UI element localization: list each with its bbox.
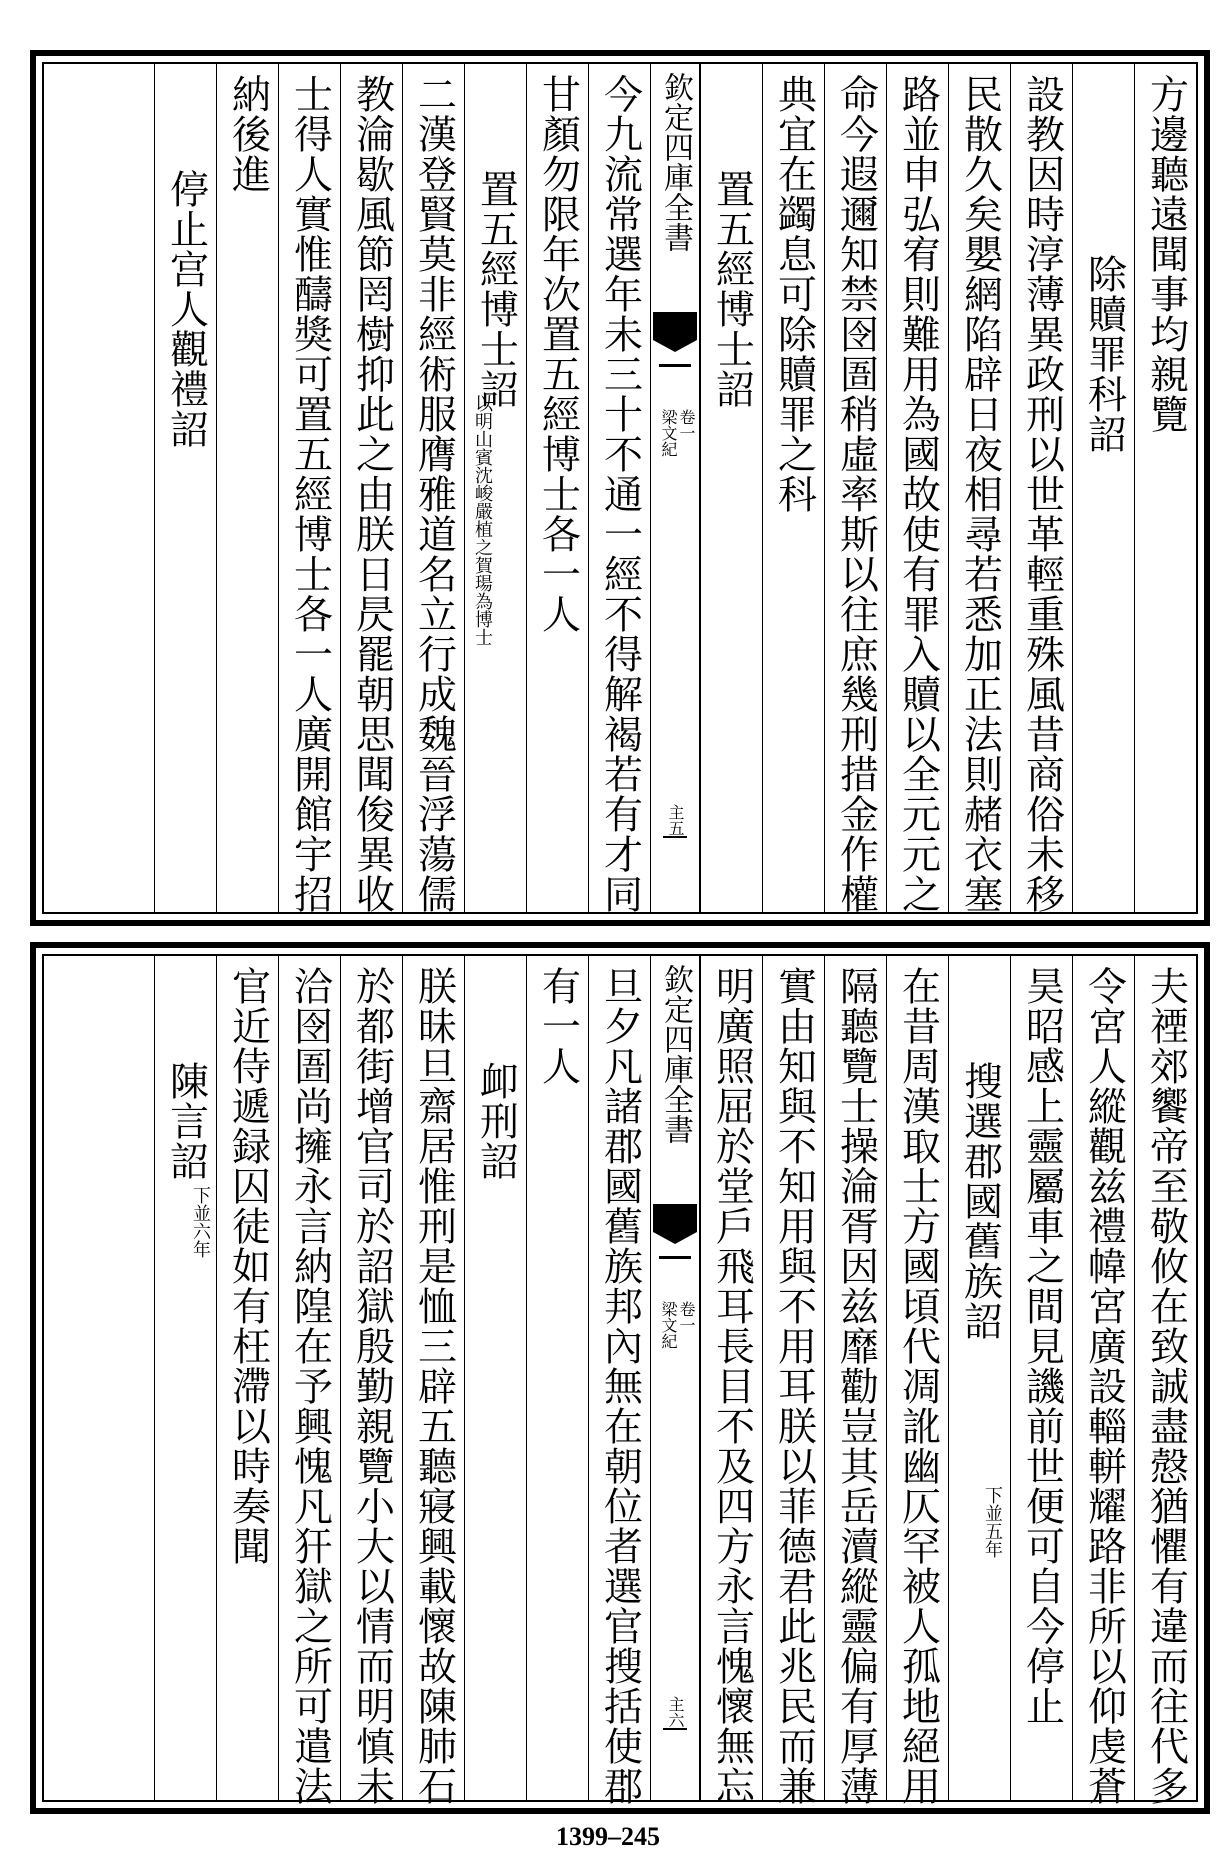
column-text: 納後進 xyxy=(225,74,271,194)
column-text: 設教因時淳薄異政刑以世革輕重殊風昔商俗未移 xyxy=(1019,74,1065,914)
edict-title: 搜選郡國舊族詔 xyxy=(957,1061,1003,1341)
text-column xyxy=(216,956,278,1800)
text-column xyxy=(1134,956,1196,1806)
text-column xyxy=(154,64,216,912)
edict-title: 陳言詔 xyxy=(163,1061,209,1181)
column-text: 命今遐邇知禁囹圄稍虛率斯以往庶幾刑措金作權 xyxy=(833,74,879,914)
column-text: 夫禋郊饗帝至敬攸在致誠盡慤猶懼有違而往代多 xyxy=(1143,966,1189,1806)
top-text-block xyxy=(42,62,1198,914)
column-text: 隔聽覽士操淪胥因兹靡勸豈其岳瀆縱靈偏有厚薄 xyxy=(833,966,879,1806)
bottom-page-frame xyxy=(30,942,1210,1814)
text-column xyxy=(1010,956,1072,1800)
bottom-text-block xyxy=(42,954,1198,1806)
center-gutter xyxy=(650,64,700,912)
column-text: 今九流常選年未三十不通一經不得解褐若有才同 xyxy=(597,74,643,914)
annotation-note: 以明山賓沈峻嚴植之賀瑒為博士 xyxy=(472,394,493,646)
text-column xyxy=(886,956,948,1806)
text-column xyxy=(402,956,464,1806)
column-text: 在昔周漢取士方國頃代凋訛幽仄罕被人孤地絕用 xyxy=(895,966,941,1806)
text-column xyxy=(1134,64,1196,912)
top-page-frame xyxy=(30,50,1210,926)
text-column xyxy=(948,956,1010,1800)
leaf-rule xyxy=(663,1728,687,1730)
annotation-note: 下並六年 xyxy=(190,1186,211,1258)
column-text: 民散久矣嬰網陷辟日夜相尋若悉加正法則赭衣塞 xyxy=(957,74,1003,914)
column-text: 路並申弘宥則難用為國故使有罪入贖以全元元之 xyxy=(895,74,941,914)
volume-label: 卷一 xyxy=(677,409,696,441)
text-column xyxy=(824,956,886,1806)
page-number: 1399–245 xyxy=(556,1822,660,1851)
text-column xyxy=(154,956,216,1800)
text-column xyxy=(526,956,588,1800)
book-title: 梁文紀 xyxy=(659,1301,678,1349)
text-column xyxy=(278,64,340,912)
series-title: 欽定四庫全書 xyxy=(658,72,693,252)
column-text: 實由知與不知用與不用耳朕以菲德君此兆民而兼 xyxy=(771,966,817,1806)
text-column xyxy=(340,956,402,1806)
column-text: 官近侍遞録囚徒如有枉滯以時奏聞 xyxy=(225,966,271,1566)
text-column xyxy=(464,64,526,912)
column-text: 旦夕凡諸郡國舊族邦內無在朝位者選官搜括使郡 xyxy=(597,966,643,1806)
text-column xyxy=(340,64,402,912)
text-column xyxy=(762,956,824,1806)
text-column xyxy=(464,956,526,1800)
fishtail-mark xyxy=(653,1204,697,1244)
annotation-note: 下並五年 xyxy=(982,1486,1003,1558)
text-column xyxy=(762,64,824,912)
edict-title: 停止宫人觀禮詔 xyxy=(163,169,209,449)
edict-title: 置五經博士詔 xyxy=(473,169,519,409)
column-text: 士得人實惟醻獎可置五經博士各一人廣開館宇招 xyxy=(287,74,333,914)
column-text: 明廣照屈於堂戶飛耳長目不及四方永言愧懷無忘 xyxy=(709,966,755,1806)
text-column xyxy=(948,64,1010,912)
text-column xyxy=(700,956,762,1806)
column-text: 方邊聽遠聞事均親覽 xyxy=(1143,74,1189,434)
edict-title: 卹刑詔 xyxy=(473,1061,519,1181)
text-column xyxy=(216,64,278,912)
leaf-number: 主六 xyxy=(666,1696,685,1728)
column-text: 有一人 xyxy=(535,966,581,1086)
center-gutter xyxy=(650,956,700,1800)
text-column xyxy=(886,64,948,912)
column-text: 典宜在蠲息可除贖罪之科 xyxy=(771,74,817,514)
column-text: 甘顏勿限年次置五經博士各一人 xyxy=(535,74,581,634)
series-title: 欽定四庫全書 xyxy=(658,964,693,1144)
text-column xyxy=(1072,64,1134,912)
column-text: 教淪歇風節罔樹抑此之由朕日昃罷朝思聞俊異收 xyxy=(349,74,395,914)
text-column xyxy=(588,64,650,912)
column-text: 二漢登賢莫非經術服膺雅道名立行成魏晉浮蕩儒 xyxy=(411,74,457,914)
volume-label: 卷一 xyxy=(677,1301,696,1333)
fishtail-mark-lower xyxy=(659,1256,691,1289)
text-column xyxy=(1072,956,1134,1806)
column-text: 洽囹圄尚擁永言納隍在予興愧凡犴獄之所可遣法 xyxy=(287,966,333,1806)
text-column xyxy=(824,64,886,912)
text-column xyxy=(402,64,464,912)
text-column xyxy=(588,956,650,1806)
book-title: 梁文紀 xyxy=(659,409,678,457)
column-text: 令宮人縱觀兹禮幃宮廣設輜軿耀路非所以仰虔蒼 xyxy=(1081,966,1127,1806)
text-column xyxy=(1010,64,1072,912)
leaf-number: 主五 xyxy=(666,804,685,836)
column-text: 昊昭感上靈屬車之間見譏前世便可自今停止 xyxy=(1019,966,1065,1726)
text-column xyxy=(700,64,762,912)
leaf-rule xyxy=(663,836,687,838)
column-text: 朕昧旦齋居惟刑是恤三辟五聽寢興載懷故陳肺石 xyxy=(411,966,457,1806)
column-text: 於都街增官司於詔獄殷勤親覽小大以情而明慎未 xyxy=(349,966,395,1806)
edict-title: 置五經博士詔 xyxy=(709,169,755,409)
text-column xyxy=(278,956,340,1806)
fishtail-mark xyxy=(653,312,697,352)
text-column xyxy=(526,64,588,912)
edict-title: 除贖罪科詔 xyxy=(1081,254,1127,454)
fishtail-mark-lower xyxy=(659,364,691,397)
